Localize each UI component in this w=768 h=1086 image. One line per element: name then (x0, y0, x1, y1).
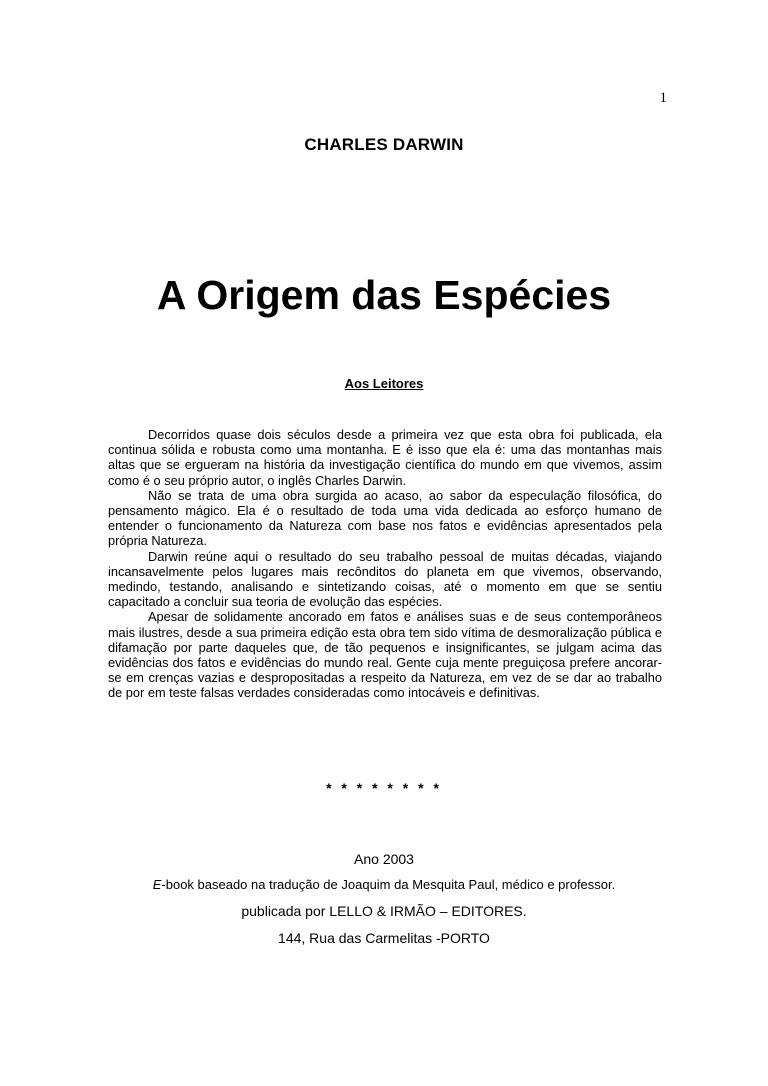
paragraph: Darwin reúne aqui o resultado do seu trabalho pessoal de muitas décadas, viajando incansavelmente pelos lugares mais recônditos do planeta em que vivemos, observando, medindo, testando, analisando e sintetizando coisas, até o momento em que se sentiu capacitado a concluir sua teoria de evolução das espécies. (108, 548, 662, 610)
publisher-address: 144, Rua das Carmelitas -PORTO (278, 930, 490, 946)
author-name: CHARLES DARWIN (304, 135, 464, 154)
preface-body (108, 427, 662, 701)
paragraph: Apesar de solidamente ancorado em fatos e análises suas e de seus contemporâneos mais ilustres, desde a sua primeira edição esta obra tem sido vítima de desmoralização pública e difamação por parte daqueles que, de tão pequenos e insignificantes, se julgam acima das evidências dos fatos e evidências do mundo real. Gente cuja mente preguiçosa prefere ancorar-se em crenças vazias e despropositadas a respeito da Natureza, em vez de se dar ao trabalho de por em teste falsas verdades consideradas como intocáveis e definitivas. (108, 609, 662, 701)
ebook-note-text: -book baseado na tradução de Joaquim da Mesquita Paul, médico e professor. (161, 877, 616, 892)
publication-year: Ano 2003 (354, 851, 414, 867)
paragraph: Decorridos quase dois séculos desde a primeira vez que esta obra foi publicada, ela continua sólida e robusta como uma montanha. E é isso que ela é: uma das montanhas mais altas que se ergueram na história da investigação científica do mundo em que vivemos, assim como é o seu próprio autor, o inglês Charles Darwin. (108, 427, 662, 488)
section-separator: * * * * * * * * (326, 780, 442, 796)
publisher-line: publicada por LELLO & IRMÃO – EDITORES. (241, 903, 527, 919)
book-title: A Origem das Espécies (156, 272, 612, 318)
section-heading: Aos Leitores (344, 376, 424, 391)
ebook-note (0, 877, 768, 892)
page-number: 1 (659, 90, 667, 106)
paragraph: Não se trata de uma obra surgida ao acaso, ao sabor da especulação filosófica, do pensamento mágico. Ela é o resultado de toda uma vida dedicada ao esforço humano de entender o funcionamento da Natureza com base nos fatos e evidências apresentados pela própria Natureza. (108, 487, 662, 549)
ebook-note-prefix: E (152, 877, 162, 892)
